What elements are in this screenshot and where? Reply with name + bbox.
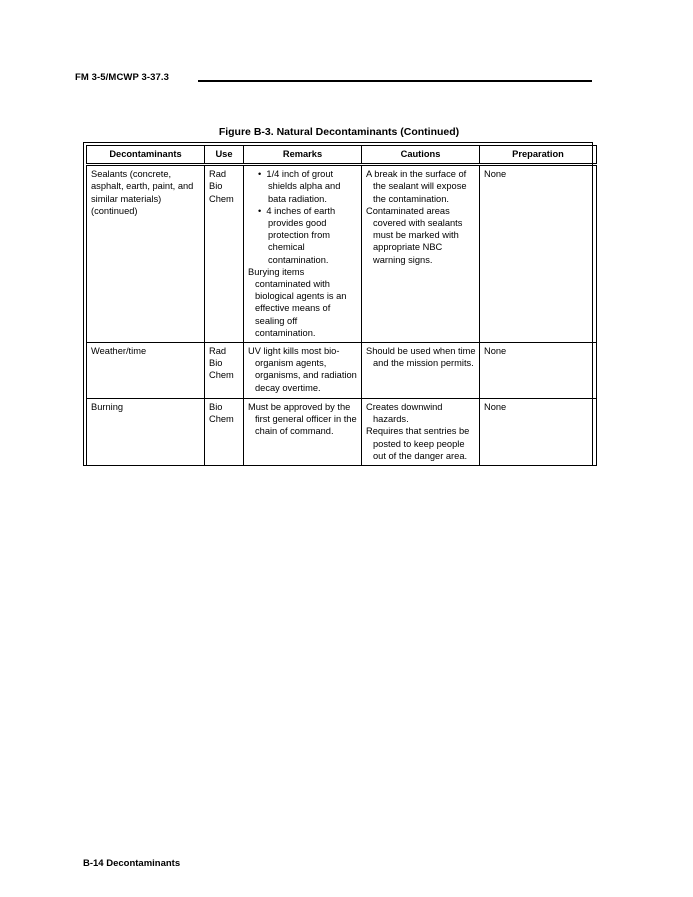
page-footer: B-14 Decontaminants — [83, 858, 181, 869]
use-value: Bio — [209, 402, 223, 413]
caution-item: Creates downwind hazards. — [366, 402, 443, 425]
cautions-cell — [362, 343, 480, 399]
column-header-use: Use — [205, 146, 244, 165]
remark-paragraph: UV light kills most bio-organism agents, organisms, and radiation decay overtime. — [248, 346, 357, 393]
preparation-cell: None — [480, 399, 597, 466]
table-row — [87, 399, 597, 466]
remark-bullet: • 4 inches of earth provides good protection from chemical contamination. — [258, 205, 336, 265]
remark-paragraph: Must be approved by the first general officer in the chain of command. — [248, 402, 357, 437]
use-value: Chem — [209, 370, 234, 381]
decontaminants-table-frame — [83, 142, 593, 466]
decontaminant-cell: Weather/time — [87, 343, 205, 399]
preparation-cell: None — [480, 343, 597, 399]
use-cell — [205, 399, 244, 466]
remark-bullet: • 1/4 inch of grout shields alpha and bata radiation. — [258, 169, 341, 204]
caution-item: A break in the surface of the sealant will expose the contamination. — [366, 169, 467, 204]
remarks-cell — [244, 165, 362, 343]
use-value: Rad — [209, 169, 227, 180]
use-value: Chem — [209, 193, 234, 204]
figure-title: Figure B-3. Natural Decontaminants (Continued) — [218, 126, 460, 138]
table-row — [87, 343, 597, 399]
remarks-cell — [244, 399, 362, 466]
use-value: Bio — [209, 358, 223, 369]
use-value: Chem — [209, 414, 234, 425]
table-row — [87, 165, 597, 343]
column-header-cautions: Cautions — [362, 146, 480, 165]
remark-paragraph: Burying items contaminated with biological agents is an effective means of sealing off contamination. — [248, 266, 347, 338]
decontaminant-cell: Burning — [87, 399, 205, 466]
preparation-cell: None — [480, 165, 597, 343]
decontaminants-table — [86, 145, 597, 466]
cautions-cell — [362, 165, 480, 343]
caution-item: Contaminated areas covered with sealants must be marked with appropriate NBC warning signs. — [366, 205, 463, 265]
decontaminant-cell: Sealants (concrete, asphalt, earth, paint, and similar materials) (continued) — [87, 165, 205, 343]
remarks-cell — [244, 343, 362, 399]
column-header-remarks: Remarks — [244, 146, 362, 165]
use-cell — [205, 343, 244, 399]
column-header-decontaminants: Decontaminants — [87, 146, 205, 165]
use-cell — [205, 165, 244, 343]
caution-item: Should be used when time and the mission permits. — [366, 346, 476, 369]
caution-item: Requires that sentries be posted to keep people out of the danger area. — [366, 426, 470, 461]
use-value: Bio — [209, 181, 223, 192]
column-header-preparation: Preparation — [480, 146, 597, 165]
document-code: FM 3-5/MCWP 3-37.3 — [75, 72, 170, 83]
use-value: Rad — [209, 346, 227, 357]
cautions-cell — [362, 399, 480, 466]
table-header-row — [87, 146, 597, 165]
header-rule — [198, 80, 592, 82]
